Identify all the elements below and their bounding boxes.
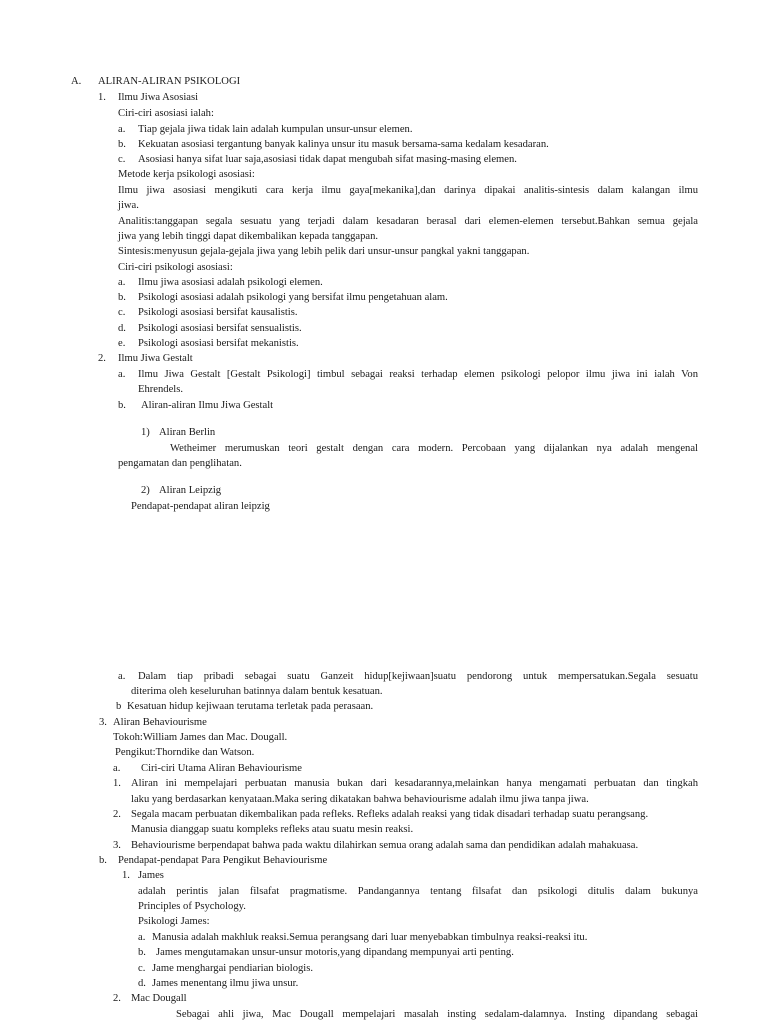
- list-marker: b.: [118, 400, 126, 411]
- s1-metode-heading: Metode kerja psikologi asosiasi:: [118, 169, 255, 180]
- paragraph-line: Sebagai ahli jiwa, Mac Dougall mempelajari masalah insting sedalam-dalamnya. Insting dipandang sebagai: [176, 1009, 698, 1020]
- subsection-title: Ciri-ciri Utama Aliran Behaviourisme: [141, 763, 302, 774]
- paragraph-line: Wetheimer merumuskan teori gestalt dengan cara modern. Percobaan yang dijalankan nya adalah mengenal: [170, 443, 698, 454]
- list-item: Asosiasi hanya sifat luar saja,asosiasi tidak dapat mengubah sifat masing-masing elemen.: [138, 154, 517, 165]
- sub-marker: 2): [141, 485, 150, 496]
- list-marker: b.: [99, 855, 107, 866]
- list-item: James menentang ilmu jiwa unsur.: [152, 978, 299, 989]
- list-item: Jame menghargai pendiarian biologis.: [152, 963, 314, 974]
- paragraph-line: Psikologi James:: [138, 916, 210, 927]
- list-marker: 2.: [113, 809, 121, 820]
- s1-title: Ilmu Jiwa Asosiasi: [118, 92, 199, 103]
- list-marker: a.: [118, 277, 126, 288]
- s2-marker: 2.: [98, 353, 106, 364]
- list-marker: a.: [118, 124, 126, 135]
- paragraph-line: pengamatan dan penglihatan.: [118, 458, 242, 469]
- list-marker: a.: [118, 369, 126, 380]
- paragraph-line: jiwa yang lebih tinggi dapat dikembalikan kepada tanggapan.: [118, 231, 379, 242]
- list-marker: a.: [138, 932, 146, 943]
- section-a-title: ALIRAN-ALIRAN PSIKOLOGI: [98, 76, 241, 87]
- list-marker: a.: [113, 763, 121, 774]
- list-marker: b: [116, 701, 122, 712]
- paragraph-line: Sintesis:menyusun gejala-gejala jiwa yang lebih pelik dari unsur-unsur pangkal yakni tanggapan.: [118, 246, 530, 257]
- list-marker: b.: [118, 139, 126, 150]
- paragraph-line: diterima oleh keseluruhan batinnya dalam bentuk kesatuan.: [131, 686, 383, 697]
- list-marker: c.: [138, 963, 146, 974]
- subsection-title: James: [138, 870, 164, 881]
- paragraph-line: Tokoh:William James dan Mac. Dougall.: [113, 732, 288, 743]
- subsection-title: Mac Dougall: [131, 993, 187, 1004]
- paragraph-line: Pengikut:Thorndike dan Watson.: [115, 747, 255, 758]
- list-item: Kesatuan hidup kejiwaan terutama terletak pada perasaan.: [127, 701, 374, 712]
- paragraph-line: Ilmu Jiwa Gestalt [Gestalt Psikologi] timbul sebagai reaksi terhadap elemen psikologi pelopor ilmu jiwa ini ialah Von: [138, 369, 698, 380]
- list-item: Psikologi asosiasi adalah psikologi yang bersifat ilmu pengetahuan alam.: [138, 292, 448, 303]
- list-item: Psikologi asosiasi bersifat sensualistis.: [138, 323, 302, 334]
- paragraph-line: Dalam tiap pribadi sebagai suatu Ganzeit hidup[kejiwaan]suatu pendorong untuk mempersatukan.Segala sesuatu: [138, 671, 698, 682]
- list-item: Psikologi asosiasi bersifat mekanistis.: [138, 338, 299, 349]
- subsection-title: Aliran Berlin: [159, 427, 216, 438]
- list-marker: 3.: [113, 840, 121, 851]
- paragraph-line: Behaviourisme berpendapat bahwa pada waktu dilahirkan semua orang adalah sama dan pendidikan adalah mahakuasa.: [131, 840, 639, 851]
- paragraph-line: Manusia dianggap suatu kompleks refleks atau suatu mesin reaksi.: [131, 824, 414, 835]
- list-marker: 2.: [113, 993, 121, 1004]
- paragraph-line: jiwa.: [118, 200, 139, 211]
- list-marker: 1.: [122, 870, 130, 881]
- subsection-title: Aliran Leipzig: [159, 485, 222, 496]
- paragraph-line: laku yang berdasarkan kenyataan.Maka sering dikatakan bahwa behaviourisme adalah ilmu jiwa tanpa jiwa.: [131, 794, 589, 805]
- s1-ciri-psi-heading: Ciri-ciri psikologi asosiasi:: [118, 262, 233, 273]
- list-item: James mengutamakan unsur-unsur motoris,yang dipandang mempunyai arti penting.: [156, 947, 514, 958]
- list-marker: c.: [118, 307, 126, 318]
- s1-marker: 1.: [98, 92, 106, 103]
- list-item: Manusia adalah makhluk reaksi.Semua perangsang dari luar menyebabkan timbulnya reaksi-reaksi itu.: [152, 932, 588, 943]
- list-marker: d.: [118, 323, 126, 334]
- list-item: Psikologi asosiasi bersifat kausalistis.: [138, 307, 298, 318]
- list-item: Ilmu jiwa asosiasi adalah psikologi elemen.: [138, 277, 323, 288]
- list-marker: d.: [138, 978, 146, 989]
- list-marker: e.: [118, 338, 126, 349]
- s3-marker: 3.: [99, 717, 107, 728]
- paragraph-line: Segala macam perbuatan dikembalikan pada refleks. Refleks adalah reaksi yang tidak disadari terhadap suatu perangsang.: [131, 809, 649, 820]
- list-marker: b.: [118, 292, 126, 303]
- list-item: Kekuatan asosiasi tergantung banyak kalinya unsur itu masuk bersama-sama kedalam kesadaran.: [138, 139, 549, 150]
- s1-ciri-heading: Ciri-ciri asosiasi ialah:: [118, 108, 214, 119]
- s3-title: Aliran Behaviourisme: [113, 717, 207, 728]
- paragraph-line: Ehrendels.: [138, 384, 184, 395]
- paragraph-line: Principles of Psychology.: [138, 901, 246, 912]
- paragraph-line: Aliran ini mempelajari perbuatan manusia bukan dari kesadarannya,melainkan hanya mengamati perbuatan dan tingkah: [131, 778, 698, 789]
- sub-marker: 1): [141, 427, 150, 438]
- paragraph-line: Ilmu jiwa asosiasi mengikuti cara kerja ilmu gaya[mekanika],dan darinya dipakai analitis-sintesis dalam kalangan ilmu: [118, 185, 698, 196]
- paragraph-line: Analitis:tanggapan segala sesuatu yang terjadi dalam kesadaran berasal dari elemen-elemen tersebut.Bahkan semua gejala: [118, 216, 698, 227]
- section-a-marker: A.: [71, 76, 82, 87]
- list-marker: a.: [118, 671, 126, 682]
- paragraph-line: adalah perintis jalan filsafat pragmatisme. Pandangannya tentang filsafat dan psikologi ditulis dalam bukunya: [138, 886, 698, 897]
- list-marker: 1.: [113, 778, 121, 789]
- s2-title: Ilmu Jiwa Gestalt: [118, 353, 193, 364]
- list-marker: c.: [118, 154, 126, 165]
- paragraph-line: Pendapat-pendapat aliran leipzig: [131, 501, 270, 512]
- list-item: Tiap gejala jiwa tidak lain adalah kumpulan unsur-unsur elemen.: [138, 124, 413, 135]
- subsection-title: Pendapat-pendapat Para Pengikut Behaviourisme: [118, 855, 328, 866]
- list-item: Aliran-aliran Ilmu Jiwa Gestalt: [141, 400, 274, 411]
- list-marker: b.: [138, 947, 146, 958]
